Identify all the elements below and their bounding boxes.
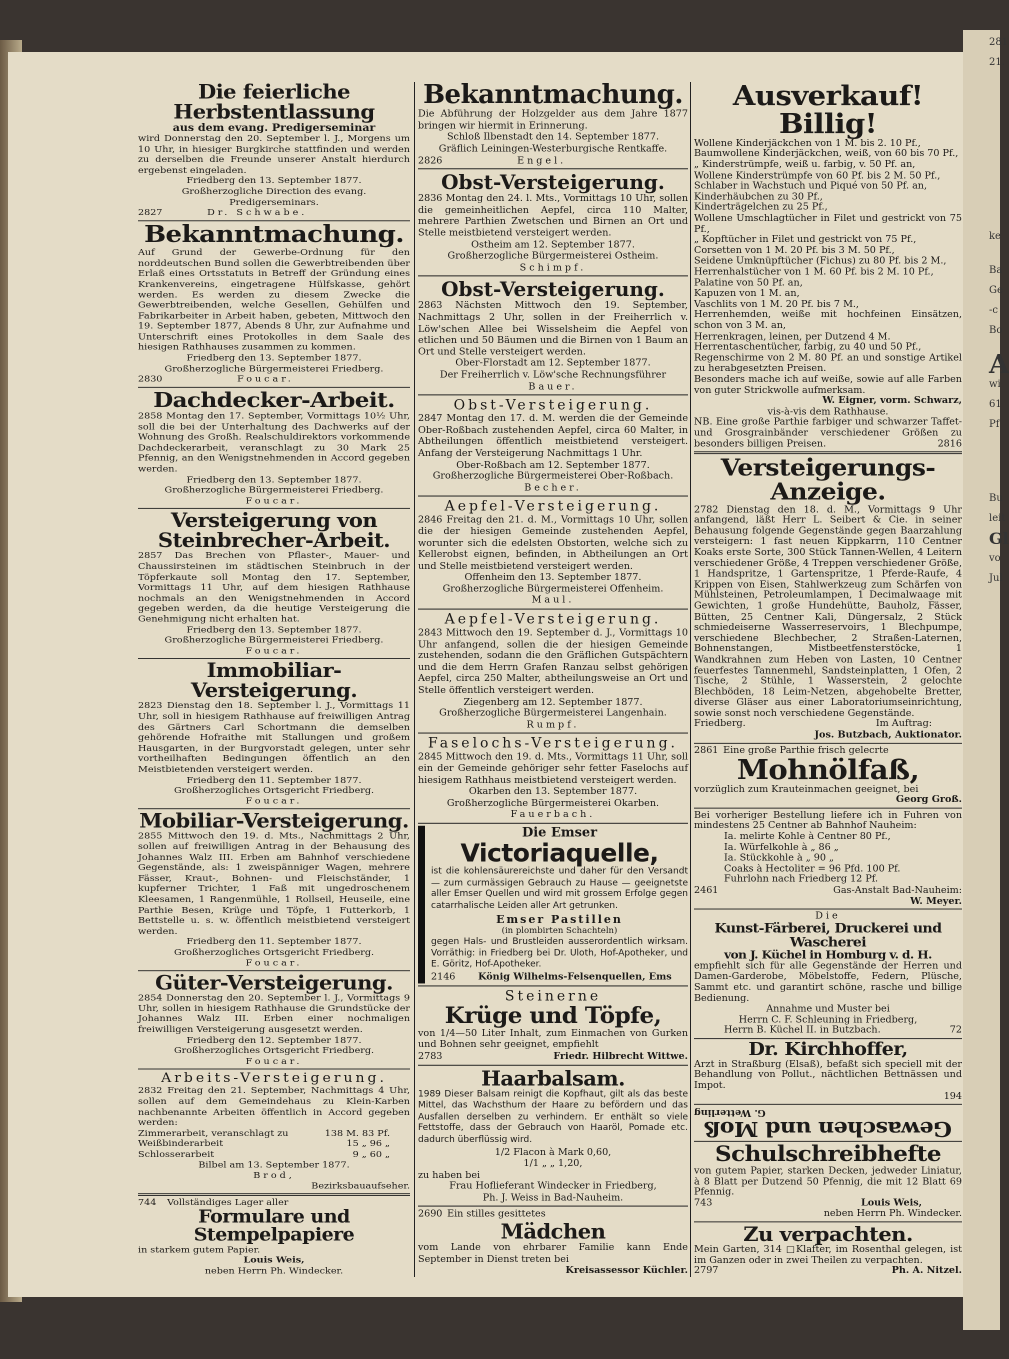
list-item: Seidene Umknüpftücher (Fichus) zu 80 Pf. bis 2 M.,: [694, 256, 947, 267]
ad-heading: Faselochs-Versteigerung.: [427, 735, 678, 752]
ad-aepfel-offenheim: [418, 499, 688, 607]
ad-pretext: Die: [815, 911, 841, 922]
ad-body: 2863 Nächsten Mittwoch den 19. September, Nachmittags 2 Uhr, sollen in der Freiherrlich v. Löw'schen Allee bei Wisselsheim die Aepfel von etlichen und 50 Bäumen und die Birnen von 1 Baum an Ort und Stelle versteigert werden.: [418, 300, 688, 358]
column-right: [694, 80, 962, 1277]
ad-name: Foucar.: [245, 1056, 303, 1067]
ad-body: Die Abführung der Holzgelder aus dem Jahre 1877 bringen wir hiermit in Erinnerung.: [418, 109, 688, 132]
ad-immobiliar: [138, 661, 410, 807]
ad-heading: Obst-Versteigerung.: [441, 170, 665, 195]
ad-signature: Großherzogliches Ortsgericht Friedberg.: [173, 1045, 375, 1056]
ad-body: Arzt in Straßburg (Elsaß), befaßt sich speciell mit der Behandlung von Pollut., nächtlichen Bettnässen und Impot.: [694, 1059, 962, 1091]
ad-gueter: [138, 973, 410, 1067]
ad-signature: Gas-Anstalt Bad-Nauheim:: [833, 885, 962, 896]
ad-ausverkauf: [694, 82, 962, 450]
ad-date: Friedberg den 13. September 1877.: [186, 353, 362, 364]
ad-body: 2823 Dienstag den 18. September l. J., Vormittags 11 Uhr, soll in hiesigem Rathhause auf freiwilligen Antrag des Gärtners Carl Schortmann die demselben gehörende Hofraithe mit Stallungen und großem Hausgarten, in der Burgvorstadt gelegen, unter sehr vortheilhaften Bedingungen öffentlich an den Meistbietenden versteigert werden.: [138, 701, 410, 775]
edge-text: -c: [989, 305, 998, 316]
ad-mohnoelfass: [694, 745, 962, 805]
ad-faselochs: [418, 736, 688, 821]
ad-schulschreibhefte: [694, 1141, 962, 1220]
agent: Herrn C. F. Schleuning in Friedberg,: [738, 1014, 918, 1025]
column-rule: [690, 82, 691, 1277]
ad-number: 2146: [431, 971, 456, 983]
edge-text: vo: [989, 553, 1001, 564]
ad-name: Foucar.: [245, 495, 303, 506]
row-label: Zimmerarbeit, veranschlagt zu: [138, 1128, 289, 1139]
ad-place: Friedberg.: [694, 719, 746, 730]
ad-body: 2846 Freitag den 21. d. M., Vormittags 10 Uhr, sollen die der hiesigen Gemeinde zustehenden Aepfel, worunter sich die edelsten Obstorten, welche sich zu Kellerobst eignen, befinden, in Abtheilungen an Ort und Stelle meistbietend versteigert werden.: [418, 514, 688, 572]
ad-date: Friedberg den 11. September 1877.: [186, 775, 362, 786]
ad-name: G. Wetterling: [694, 1107, 766, 1118]
list-item: Kinderträgelchen zu 25 Pf.,: [694, 202, 828, 213]
ad-body: 2855 Mittwoch den 19. d. Mts., Nachmittags 2 Uhr, sollen auf freiwilligen Antrag in der Behausung des Johannes Walz III. Erben am Bahnhof verschiedene Gegenstände, als: 1 zweispänniger Wagen, mehrere Fässer, Kraut-, Bohnen- und Fleischständer, 1 kupferner Trichter, 1 Faß mit ungedroschenem Kleesamen, 1 Rangenmühle, 1 Rollseil, Heuseile, eine Parthie Besen, Krüge und Töpfe, 1 Futterkorb, 1 Bettstelle u. s. w. öffentlich meistbietend versteigert werden.: [138, 831, 410, 937]
ad-signature: Der Freiherrlich v. Löw'sche Rechnungsführer: [439, 369, 667, 381]
list-item: Wollene Umschlagtücher in Filet und gestrickt von 75 Pf.,: [694, 213, 962, 235]
row-value: 90 „: [813, 853, 835, 864]
edge-text: Bu: [989, 493, 1003, 504]
ad-subheading: aus dem evang. Predigerseminar: [172, 122, 376, 134]
ad-signature: Gräflich Leiningen-Westerburgische Rentkaffe.: [438, 143, 668, 155]
ad-number: 2783: [418, 1050, 443, 1062]
row-label: Ia. melirte Kohle à Centner: [724, 831, 857, 842]
ad-body: ist die kohlensäurereichste und daher für den Versandt — zum curmässigen Gebrauch zu Hause — geeignetste aller Emser Quellen und wird mit grossem Erfolge gegen catarrhalische Leiden aller Art getrunken.: [431, 866, 688, 912]
row-label: Ia. Stückkohle à „: [724, 853, 811, 864]
ad-heading: Mädchen: [500, 1218, 606, 1244]
ad-name: W. Eigner, vorm. Schwarz,: [822, 395, 962, 407]
ad-date: Okarben den 13. September 1877.: [468, 786, 638, 798]
list-item: Wollene Kinderstrümpfe von 60 Pf. bis 2 M. 50 Pf.,: [694, 170, 941, 181]
next-page-edge: [963, 30, 1009, 1330]
ad-subheading: in starkem gutem Papier.: [138, 1244, 261, 1255]
price-row: [694, 853, 962, 864]
edge-text: Gl: [989, 529, 1009, 548]
row-value: 86 „: [818, 842, 839, 853]
ad-name: Bauer.: [528, 381, 578, 392]
ad-obst-ostheim: [418, 172, 688, 274]
ad-date: Offenheim den 13. September 1877.: [464, 572, 642, 584]
ad-versteigerungs-anzeige: [694, 456, 962, 741]
row-label: Schlosserarbeit: [138, 1149, 215, 1160]
ad-arbeits: [138, 1072, 410, 1192]
ad-body: von gutem Papier, starken Decken, jedweder Liniatur, à 8 Blatt per Dutzend 50 Pfennig, die mit 12 Blatt 69 Pfennig.: [694, 1165, 962, 1198]
ad-heading: Immobiliar-Versteigerung.: [190, 659, 358, 703]
list-item: Herrentaschentücher, farbig, zu 40 und 50 Pf.,: [694, 342, 922, 353]
ad-name: Jos. Butzbach, Auktionator.: [814, 729, 962, 741]
ad-signature: Großherzogliche Bürgermeisterei Friedberg.: [164, 485, 384, 496]
ad-body2: Fuhrlohn nach Friedberg 12 Pf.: [724, 874, 879, 885]
ad-maedchen: [418, 1209, 688, 1277]
ad-heading: Aepfel-Versteigerung.: [444, 498, 662, 515]
ad-heading: Schulschreibhefte: [714, 1141, 942, 1167]
edge-text: leit: [989, 513, 1006, 524]
ad-number: 72: [949, 1025, 962, 1036]
list-item: Corsetten von 1 M. 20 Pf. bis 3 M. 50 Pf.,: [694, 245, 895, 256]
ad-bekanntmachung-holz: [418, 82, 688, 167]
ad-pretext: Ein stilles gesittetes: [447, 1209, 546, 1220]
edge-text: Ge: [989, 285, 1003, 296]
ad-heading: Gewaschen und Moß: [704, 1116, 952, 1141]
price-line: 1/2 Flacon à Mark 0,60,: [494, 1146, 612, 1158]
ad-signature: Großherzogliche Bürgermeisterei Ostheim.: [447, 250, 659, 262]
ad-number: 2861: [694, 745, 719, 756]
list-item: Regenschirme von 2 M. 80 Pf. an und sonstige Artikel zu herabgesetzten Preisen.: [694, 352, 962, 374]
ad-name: Engel.: [517, 155, 567, 166]
ad-address: neben Herrn Ph. Windecker.: [204, 1266, 344, 1277]
edge-text: 21.: [989, 57, 1005, 68]
ad-number: 2827: [138, 207, 163, 218]
ad-heading: Zu verpachten.: [743, 1222, 913, 1246]
ad-nb: NB. Eine große Parthie farbiger und schwarzer Taffet- und Grosgrainbänder verschiedener Größen zu besonders billigen Preisen.: [694, 417, 962, 450]
ad-body: vorzüglich zum Krauteinmachen geeignet, bei: [694, 784, 919, 795]
price-row: [694, 864, 962, 875]
ad-signature: Großherzogliche Direction des evang. Predigerseminars.: [181, 186, 367, 208]
list-item: Kinderhäubchen zu 30 Pf.,: [694, 192, 823, 203]
ad-body: wird Donnerstag den 20. September l. J., Morgens um 10 Uhr, in hiesiger Burgkirche stattfinden und werden zu derselben die Freunde unserer Anstalt hierdurch ergebenst eingeladen.: [138, 133, 410, 176]
edge-text: Pf: [989, 419, 1000, 430]
column-rule: [414, 82, 415, 1277]
ad-heading: Güter-Versteigerung.: [155, 971, 393, 995]
ad-herbstentlassung: [138, 82, 410, 218]
ad-heading: Versteigerungs-Anzeige.: [720, 454, 936, 506]
ad-heading: Bekanntmachung.: [423, 80, 683, 110]
ad-name: Maul.: [531, 595, 575, 607]
ad-body: Auf Grund der Gewerbe-Ordnung für den norddeutschen Bund sollen die Gewerbtreibenden über Erlaß eines Ortsstatuts in Betreff der Gründung eines Krankenvereins, eingetragene Hülfskasse, gehört werden. Es werden zu diesem Zwecke die Gewerbtreibenden, welche Gesellen, Gehülfen und Fabrikarbeiter in Arbeit haben, gebeten, Mittwoch den 19. September 1877, Abends 8 Uhr, zur Aufnahme und Unterschrift eines Protokolles in dem Saale des hiesigen Rathhauses zusammen zu kommen.: [138, 247, 410, 353]
ad-aepfel-ziegenberg: [418, 612, 688, 731]
ad-name: Ph. A. Nitzel.: [891, 1266, 962, 1277]
price-row: [694, 832, 962, 843]
ad-bekanntmachung-gewerbe: [138, 223, 410, 385]
edge-text: Bo: [989, 325, 1003, 336]
ad-body: 2857 Das Brechen von Pflaster-, Mauer- und Chaussirsteinen im städtischen Steinbruch in der Töpferkaute soll Montag den 17. September, Vormittags 11 Uhr, auf dem hiesigen Rathhause nochmals an den Wenigstnehmenden in Accord gegeben werden, da die heutige Versteigerung die Genehmigung nicht erhalten hat.: [138, 551, 410, 625]
edge-text: 61: [989, 399, 1002, 410]
ad-body2: zu haben bei: [418, 1169, 481, 1181]
list-item: Herrenkragen, leinen, per Dutzend 4 M.: [694, 331, 891, 342]
ad-signature: Großherzogliche Bürgermeisterei Offenheim.: [442, 583, 664, 595]
price-row: [138, 1149, 410, 1160]
ad-kirchhoffer: [694, 1041, 962, 1102]
list-item: Kapuzen von 1 M. an,: [694, 288, 800, 299]
ad-name: Louis Weis,: [861, 1198, 922, 1209]
ad-number: 2826: [418, 155, 443, 166]
ad-address: neben Herrn Ph. Windecker.: [823, 1208, 962, 1220]
ad-heading: Arbeits-Versteigerung.: [161, 1071, 387, 1087]
ad-date: Ober-Roßbach am 12. September 1877.: [456, 459, 650, 471]
ad-emser-victoriaquelle: [418, 826, 688, 983]
ad-subheading: Emser Pastillen: [496, 912, 623, 926]
ad-inverted-print: [694, 1107, 962, 1139]
ad-signature: Großherzogliche Bürgermeisterei Ober-Roßbach.: [432, 470, 674, 482]
ad-signature: Großherzogliche Bürgermeisterei Langenhain.: [439, 707, 667, 719]
ad-verpachten: [694, 1224, 962, 1277]
ad-heading: Dachdecker-Arbeit.: [153, 387, 395, 413]
ad-mobiliar: [138, 811, 410, 968]
ad-name: Fauerbach.: [510, 809, 596, 821]
ad-pretext: Steinerne: [504, 987, 602, 1004]
ad-body: 2782 Dienstag den 18. d. M., Vormittags 9 Uhr anfangend, läßt Herr L. Seibert & Cie. in seiner Behausung folgende Gegenstände gegen Baarzahlung versteigern: 1 fast neuen Kippkarrn, 110 Centner Koaks erste Sorte, 300 Stück Tannen-Wellen, 4 Leitern verschiedener Größe, 4 Treppen verschiedener Größe, 1 Handspritze, 1 Gartenspritze, 1 Pferde-Raufe, 4 Krippen von Eisen, Stahlwerkzeug zum Schärfen von Mühlsteinen, Petroleumlampen, 1 Decimalwaage mit Gewichten, 1 große Hundehütte, Bauholz, Fässer, Bütten, 25 Centner Kali, Düngersalz, 2 Stück schmiedeiserne Wasserreservoirs, 1 Blechpumpe, verschiedene Blechbecher, 2 Straßen-Laternen, Bohnenstangen, Mistbeetfensterstöcke, 1 Wandkrahnen zum Heben von Lasten, 10 Centner feuerfestes Tannenmehl, Sandsteinplatten, 1 Ofen, 2 Tische, 2 Stühle, 1 Wasserstein, 2 gelochte Blechböden, 18 Leim-Netzen, abgehobelte Bretter, diverse Gläser aus einer Laboratoriumseinrichtung, sowie sonst noch verschiedene Gegenstände.: [694, 504, 962, 719]
ad-heading: Formulare und Stempelpapiere: [193, 1206, 355, 1245]
ad-name: Brod,: [253, 1170, 295, 1181]
ad-signature: Bezirksbauaufseher.: [311, 1181, 410, 1192]
list-item: Herrenhalstücher von 1 M. 60 Pf. bis 2 M. 10 Pf.,: [694, 267, 934, 278]
ad-heading: Versteigerung von Steinbrecher-Arbeit.: [157, 509, 391, 552]
ad-name: Kreisassessor Küchler.: [565, 1265, 688, 1277]
row-label: Weißbinderarbeit: [138, 1138, 224, 1149]
ad-name: Louis Weis,: [243, 1255, 305, 1266]
ad-body2: gegen Hals- und Brustleiden ausserordentlich wirksam. Vorräthig: in Friedberg bei Dr. Uloth, Hof-Apotheker, und E. Göritz, Hof-Apotheker.: [431, 937, 688, 970]
ad-heading: Die feierliche Herbstentlassung: [173, 80, 375, 123]
list-item: „ Kinderstrümpfe, weiß u. farbig, v. 50 Pf. an,: [694, 159, 916, 170]
column-left: [138, 80, 410, 1277]
ad-body: vom Lande von ehrbarer Familie kann Ende September in Dienst treten bei: [418, 1242, 688, 1265]
ad-name: Rumpf.: [526, 719, 580, 731]
ad-body: 1989 Dieser Balsam reinigt die Kopfhaut, gilt als das beste Mittel, das Wachsthum der Haare zu befördern und das Ausfallen derselben zu verhindern. Er enthält so viele Fettstoffe, dass der Gebrauch von Haaröl, Pomade etc. dadurch überflüssig wird.: [418, 1089, 688, 1146]
edge-text: ke: [989, 231, 1001, 242]
ad-kohle: [694, 810, 962, 907]
ad-number: 2816: [937, 438, 962, 450]
list-item: Palatine von 50 Pf. an,: [694, 277, 803, 289]
row-label: Ia. Würfelkohle à „: [724, 842, 816, 853]
ad-dachdecker: [138, 389, 410, 506]
ad-name: Friedr. Hilbrecht Wittwe.: [553, 1050, 688, 1062]
price-row: [138, 1128, 410, 1139]
ad-address: vis-à-vis dem Rathhause.: [767, 406, 889, 417]
ad-date: Ostheim am 12. September 1877.: [471, 239, 635, 251]
ad-obst-rossbach: [418, 398, 688, 494]
ad-name: Becher.: [524, 482, 582, 494]
ad-body: 2843 Mittwoch den 19. September d. J., Vormittags 10 Uhr anfangend, sollen die der hiesigen Gemeinde zustehenden, sodann die den Gräflichen Gutspächtern und die dem Herrn Grafen Ranzau selbst gehörigen Aepfel, circa 250 Malter, abtheilungsweise an Ort und Stelle öffentlich versteigert werden.: [418, 627, 688, 696]
seller: Ph. J. Weiss in Bad-Nauheim.: [482, 1192, 624, 1204]
list-item: Schlaber in Wachstuch und Piqué von 50 Pf. an,: [694, 181, 928, 192]
ad-heading: Aepfel-Versteigerung.: [444, 611, 662, 628]
ad-signature: Großherzogliches Ortsgericht Friedberg.: [173, 947, 375, 958]
ad-pretext: Vollständiges Lager aller: [167, 1198, 289, 1209]
ad-formulare: [138, 1198, 410, 1276]
ad-body: Mein Garten, 314 □Klafter, im Rosenthal gelegen, ist im Ganzen oder in zwei Theilen zu verpachten.: [694, 1244, 962, 1266]
ad-heading: Mohnölfaß,: [736, 754, 920, 786]
edge-text: wi: [989, 379, 1001, 390]
ad-number: 2690: [418, 1209, 443, 1220]
ad-heading: Obst-Versteigerung.: [441, 277, 665, 302]
ad-number: 743: [694, 1198, 713, 1209]
edge-text: Jul: [989, 573, 1003, 584]
agent: Herrn B. Küchel II. in Butzbach.: [724, 1025, 881, 1036]
row-value: 138 M. 83 Pf.: [324, 1128, 390, 1139]
ad-number: 744: [138, 1198, 157, 1209]
ad-subnote: (in plombirten Schachteln): [501, 925, 618, 936]
price-row: [694, 843, 962, 854]
ad-signature: Großherzogliche Bürgermeisterei Okarben.: [446, 797, 660, 809]
ad-name: Georg Groß.: [895, 794, 962, 806]
ad-steinbrecher: [138, 511, 410, 657]
ad-number: 2461: [694, 885, 719, 896]
ad-date: Bilbel am 13. September 1877.: [198, 1160, 350, 1171]
ad-body: Bei vorheriger Bestellung liefere ich in Fuhren von mindestens 25 Centner ab Bahnhof Nauheim:: [694, 810, 962, 832]
row-value: 9 „ 60 „: [352, 1149, 390, 1160]
ad-name: Foucar.: [245, 958, 303, 969]
list-item: Vaschlits von 1 M. 20 Pf. bis 7 M.,: [694, 299, 859, 310]
ad-body: 2858 Montag den 17. September, Vormittags 10½ Uhr, soll die bei der Unterhaltung des Dachwerks auf der Wohnung des Großh. Realschuldirektors vorkommende Dachdeckerarbeit, veranschlagt zu 30 Mark 25 Pfennig, an den Wenigstnehmenden in Accord gegeben werden.: [138, 411, 410, 475]
ad-body: von 1/4—50 Liter Inhalt, zum Einmachen von Gurken und Bohnen sehr geeignet, empfiehlt: [418, 1027, 688, 1051]
ad-pretext: Eine große Parthie frisch gelecrte: [723, 745, 889, 756]
ad-signature: Großherzogliche Bürgermeisterei Friedberg.: [164, 363, 384, 374]
ad-number: 194: [943, 1091, 962, 1102]
ad-date: Friedberg den 12. September 1877.: [186, 1035, 362, 1046]
ad-kruege: [418, 988, 688, 1062]
edge-text: Ba: [989, 265, 1003, 276]
ad-name: Foucar.: [245, 796, 303, 807]
ad-date: Friedberg den 13. September 1877.: [186, 176, 362, 187]
ad-body: 2847 Montag den 17. d. M. werden die der Gemeinde Ober-Roßbach zustehenden Aepfel, circa 60 Malter, in Abtheilungen öffentlich meistbietend versteigert. Anfang der Versteigerung Nachmittags 1 Uhr.: [418, 413, 688, 459]
ad-date: Friedberg den 13. September 1877.: [186, 624, 362, 635]
ad-number: 2830: [138, 374, 163, 385]
row-value: 80 Pf.,: [859, 831, 891, 842]
column-middle: [418, 80, 688, 1277]
ad-name: Foucar.: [245, 646, 303, 657]
ad-body: 2836 Montag den 24. l. Mts., Vormittags 10 Uhr, sollen die gemeinheitlichen Aepfel, circa 110 Malter, mehrere Parthien Zwetschen und Birnen an Ort und Stelle meistbietend versteigert werden.: [418, 193, 688, 239]
ad-body: 2845 Mittwoch den 19. d. Mts., Vormittags 11 Uhr, soll ein der Gemeinde gehöriger sehr fetter Faselochs auf hiesigem Rathhaus meistbietend versteigert werden.: [418, 751, 688, 786]
ad-auftrag: Im Auftrag:: [875, 719, 932, 730]
ad-obst-florstadt: [418, 279, 688, 393]
ad-heading: Bekanntmachung.: [144, 221, 404, 249]
ad-heading: Ausverkauf! Billig!: [732, 80, 924, 140]
edge-text: 281: [989, 37, 1009, 48]
list-item: Baumwollene Kinderjäckchen, weiß, von 60 bis 70 Pf.,: [694, 149, 959, 160]
ad-name: Dr. Schwabe.: [207, 207, 308, 218]
ad-kunstfaerberei: [694, 912, 962, 1037]
ad-name: Foucar.: [237, 374, 294, 385]
row-value: 100 Pf.: [866, 863, 901, 875]
list-item: „ Kopftücher in Filet und gestrickt von 75 Pf.,: [694, 234, 917, 246]
ad-name: W. Meyer.: [910, 896, 962, 907]
price-row: [138, 1139, 410, 1150]
ad-signature: Großherzogliches Ortsgericht Friedberg.: [173, 785, 375, 796]
ad-pretext: Die Emser: [521, 825, 598, 841]
ad-number: 2797: [694, 1266, 719, 1277]
ad-note: [694, 417, 962, 449]
ad-heading: Krüge und Töpfe,: [444, 1001, 662, 1029]
row-value: 15 „ 96 „: [346, 1138, 390, 1149]
edge-text: A: [989, 350, 1009, 380]
newspaper-page: [8, 52, 963, 1297]
ad-body: 2832 Freitag den 21. September, Nachmittags 4 Uhr, sollen auf dem Gemeindehaus zu Klein-Karben nachbenannte Arbeiten öffentlich in Accord gegeben werden:: [138, 1086, 410, 1128]
ad-body: 2854 Donnerstag den 20. September l. J., Vormittags 9 Uhr, sollen in hiesigem Rathhause die Grundstücke der Johannes Walz III. Erben einer nochmaligen freiwilligen Versteigerung ausgesetzt werden.: [138, 993, 410, 1035]
ad-date: Schloß Ilbenstadt den 14. September 1877.: [446, 132, 660, 143]
ad-date: Ziegenberg am 12. September 1877.: [463, 696, 643, 708]
ad-name: Schimpf.: [519, 262, 587, 274]
ad-heading: Victoriaquelle,: [460, 838, 659, 868]
ad-heading: Kunst-Färberei, Druckerei und Wascherei: [714, 921, 942, 950]
price-line: 1/1 „ „ 1,20,: [523, 1158, 583, 1170]
item-list: [694, 138, 962, 396]
ad-heading: Mobiliar-Versteigerung.: [139, 809, 409, 833]
ad-date: Friedberg den 13. September 1877.: [186, 474, 362, 485]
ad-date: Friedberg den 11. September 1877.: [186, 936, 362, 947]
ad-subheading: von J. Küchel in Homburg v. d. H.: [724, 948, 932, 962]
ad-body: empfiehlt sich für alle Gegenstände der Herren und Damen-Garderobe, Möbelstoffe, Federn, Plüsche, Sammt etc. und garantirt schöne, rasche und billige Bedienung.: [694, 961, 962, 1004]
ad-heading: Obst-Versteigerung.: [453, 397, 653, 414]
ad-heading: Haarbalsam.: [481, 1065, 625, 1091]
ad-heading: Dr. Kirchhoffer,: [748, 1039, 908, 1060]
row-label: Coaks à Hectoliter = 96 Pfd.: [724, 863, 864, 875]
ad-haarbalsam: [418, 1067, 688, 1204]
ad-body2: Annahme und Muster bei: [766, 1004, 890, 1015]
seller: Frau Hoflieferant Windecker in Friedberg,: [449, 1181, 657, 1193]
ad-signature: König Wilhelms-Felsenquellen, Ems: [478, 971, 672, 983]
list-item: Besonders mache ich auf weiße, sowie auf alle Farben von guter Strickwolle aufmerksam.: [694, 374, 962, 396]
ad-date: Ober-Florstadt am 12. September 1877.: [455, 358, 651, 369]
list-item: Wollene Kinderjäckchen von 1 M. bis 2. 10 Pf.,: [694, 138, 921, 149]
list-item: Herrenhemden, weiße mit hochfeinen Einsätzen, schon von 3 M. an,: [694, 310, 962, 331]
ad-signature: Großherzogliche Bürgermeisterei Friedberg.: [164, 635, 384, 646]
